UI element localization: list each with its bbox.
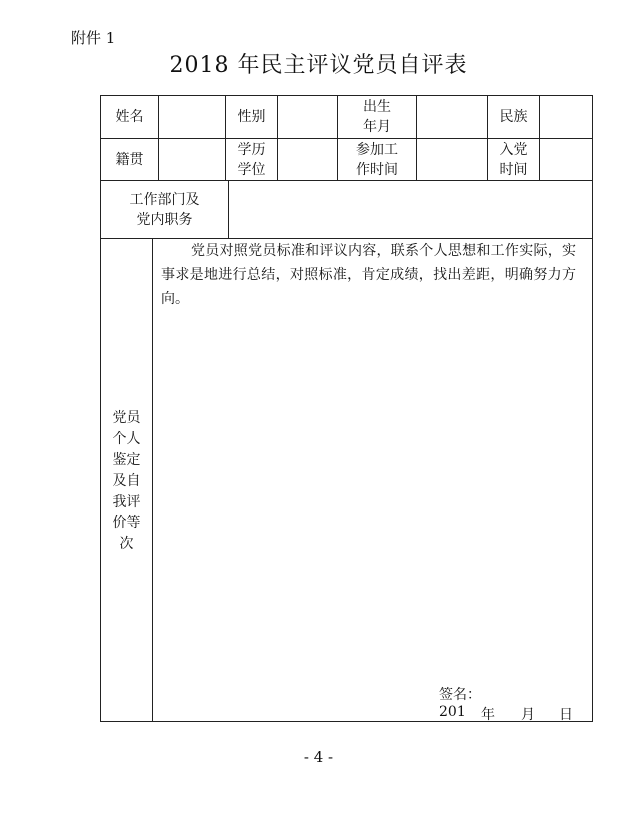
ethnicity-label: 民族	[499, 109, 528, 125]
attachment-label: 附件 1	[71, 29, 116, 47]
work-start-label	[338, 139, 416, 180]
join-party-label	[488, 139, 539, 180]
side-label-line: 鉴定	[112, 452, 141, 468]
assessment-field[interactable]	[153, 286, 591, 671]
dept-label-line1: 工作部门及	[129, 191, 200, 208]
date-year: 201	[439, 704, 466, 720]
side-label-line: 党员	[112, 410, 141, 426]
native-place-label: 籍贯	[115, 151, 144, 168]
date-month-unit: 月	[521, 707, 535, 723]
side-label-line: 个人	[112, 431, 141, 447]
form-title: 2018 年民主评议党员自评表	[169, 53, 468, 78]
side-label-line: 次	[119, 536, 134, 552]
join-party-line1: 入党	[499, 141, 528, 158]
assessment-side-label	[101, 408, 152, 555]
side-label-line: 我评	[112, 494, 141, 510]
education-label	[226, 139, 277, 180]
birth-field[interactable]	[417, 96, 487, 138]
education-label-line1: 学历	[237, 141, 266, 158]
birth-label	[338, 96, 416, 138]
dept-label-line2: 党内职务	[136, 211, 193, 228]
side-label-line: 及自	[112, 473, 141, 489]
self-evaluation-form	[100, 95, 593, 722]
gender-field[interactable]	[278, 96, 337, 138]
side-label-line: 价等	[112, 515, 141, 531]
ethnicity-field[interactable]	[540, 96, 592, 138]
native-place-field[interactable]	[159, 139, 225, 180]
education-label-line2: 学位	[237, 161, 266, 178]
work-start-line2: 作时间	[356, 161, 398, 178]
gender-label: 性别	[237, 109, 266, 125]
dept-position-field[interactable]	[229, 181, 592, 238]
name-label: 姓名	[115, 109, 144, 125]
dept-position-label	[101, 181, 228, 238]
work-start-line1: 参加工	[356, 141, 398, 158]
assessment-instruction: 党员对照党员标准和评议内容，联系个人思想和工作实际，实事求是地进行总结，对照标准，肯定成绩，找出差距，明确努力方向。	[161, 243, 576, 307]
date-day-unit: 日	[559, 707, 573, 723]
birth-label-line1: 出生	[363, 99, 391, 115]
education-field[interactable]	[278, 139, 337, 180]
join-party-field[interactable]	[540, 139, 592, 180]
name-field[interactable]	[159, 96, 225, 138]
work-start-field[interactable]	[417, 139, 487, 180]
birth-label-line2: 年月	[363, 119, 391, 135]
signature-label: 签名：	[439, 687, 481, 703]
date-year-unit: 年	[481, 707, 495, 723]
page-number: - 4 -	[303, 748, 334, 766]
join-party-line2: 时间	[499, 161, 528, 178]
